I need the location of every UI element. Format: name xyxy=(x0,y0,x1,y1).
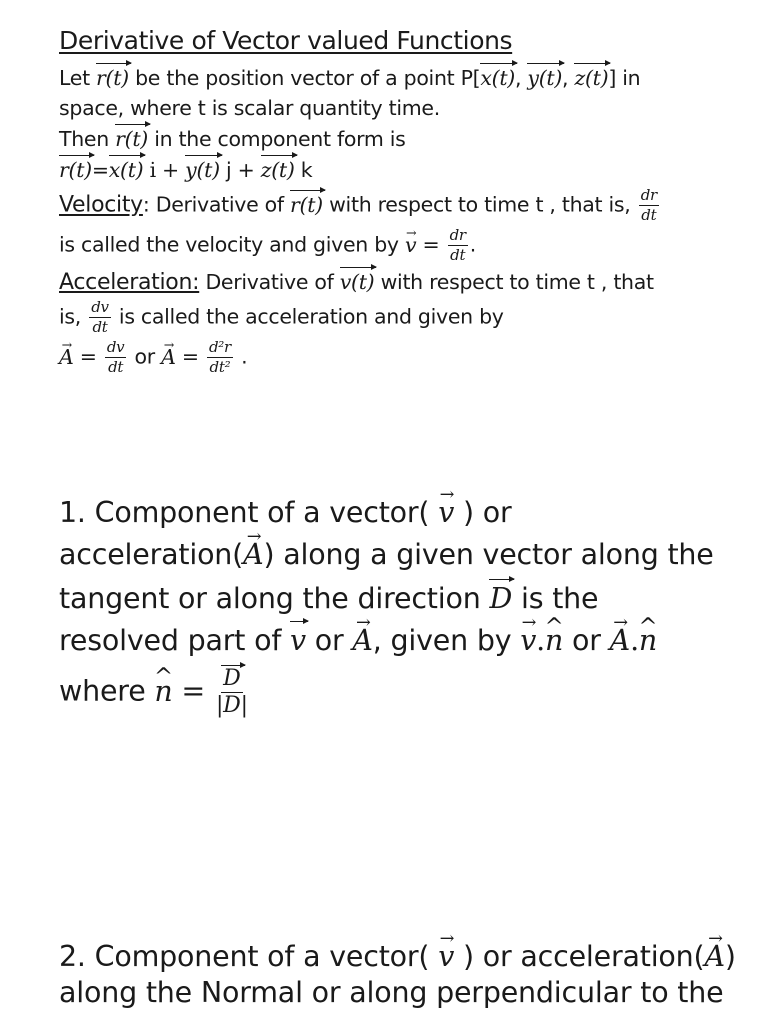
unit-vector-fraction xyxy=(216,668,248,717)
velocity-line-1 xyxy=(59,188,661,223)
fraction-numerator: dv xyxy=(106,338,125,356)
x-of-t-vector: x(t) xyxy=(480,66,515,90)
fraction-numerator: dv xyxy=(91,298,109,316)
equals-sign: = xyxy=(422,232,440,257)
v-vector-symbol: v → xyxy=(520,624,536,657)
z-of-t-vector: z(t) xyxy=(260,158,295,182)
section2-text-1c: ) xyxy=(724,940,736,973)
v-vector-symbol: v xyxy=(290,624,306,657)
section1-line-1 xyxy=(59,496,512,529)
acceleration-line-1 xyxy=(59,270,654,295)
or-text: or xyxy=(134,344,155,369)
equals-sign: = xyxy=(181,674,206,708)
colon: : xyxy=(142,192,150,217)
section2-line-1 xyxy=(59,940,736,973)
section1-line-2 xyxy=(59,538,714,571)
acceleration-text-3: is called the acceleration and given by xyxy=(118,304,504,329)
velocity-text-1: Derivative of xyxy=(155,192,284,217)
acceleration-equation xyxy=(59,340,247,375)
a-vector-symbol: A → xyxy=(610,624,630,657)
page-title: Derivative of Vector valued Functions xyxy=(59,26,513,55)
n-hat-symbol: n ^ xyxy=(545,624,563,657)
section1-text-1a: 1. Component of a vector( xyxy=(59,496,430,529)
fraction-denominator: dt xyxy=(108,358,124,376)
acceleration-text-1: Derivative of xyxy=(205,270,334,294)
a-vector-symbol: A → xyxy=(243,538,263,571)
comma: , xyxy=(562,66,569,90)
period: . xyxy=(469,232,476,257)
fraction-denominator: dt² xyxy=(209,358,231,376)
section1-text-3b: is the xyxy=(520,582,599,615)
let-text: Let xyxy=(59,66,90,90)
a-vector-symbol: A → xyxy=(352,624,372,657)
component-form-text: in the component form is xyxy=(154,127,406,151)
velocity-line-2 xyxy=(59,228,476,263)
unit-k: k xyxy=(300,158,313,182)
plus-sign: + xyxy=(162,158,179,182)
section1-text-3a: tangent or along the direction xyxy=(59,582,481,615)
section1-text-2a: acceleration( xyxy=(59,538,244,571)
section1-line-4 xyxy=(59,624,657,657)
fraction-numerator: d²r xyxy=(208,338,231,356)
r-of-t-vector: r(t) xyxy=(115,127,148,151)
velocity-text-2: with respect to time t , that is, xyxy=(329,192,631,217)
velocity-text-3: is called the velocity and given by xyxy=(59,232,399,257)
dot: . xyxy=(630,624,639,657)
n-hat-symbol: n ^ xyxy=(154,675,172,708)
z-of-t-vector: z(t) xyxy=(574,66,609,90)
v-vector-symbol: v → xyxy=(438,496,454,529)
dv-dt-fraction xyxy=(89,300,110,335)
is-text: is, xyxy=(59,304,81,329)
section1-text-4b: , given by xyxy=(372,624,512,657)
r-of-t-vector: r(t) xyxy=(96,66,129,90)
section1-line-5 xyxy=(59,668,250,717)
section2-line-2: along the Normal or along perpendicular to the xyxy=(59,976,724,1009)
y-of-t-vector: y(t) xyxy=(527,66,563,90)
intro-line-2: space, where t is scalar quantity time. xyxy=(59,96,440,120)
v-of-t-vector: v(t) xyxy=(339,270,375,294)
fraction-denominator: dt xyxy=(641,206,657,224)
intro-line-3 xyxy=(59,127,406,151)
component-equation xyxy=(59,158,312,182)
fraction-denominator: dt xyxy=(92,318,108,336)
dv-dt-fraction xyxy=(105,340,126,375)
a-vector-symbol: A → xyxy=(704,940,724,973)
unit-i: i xyxy=(149,158,156,182)
intro-line-1 xyxy=(59,66,640,90)
where-text: where xyxy=(59,674,146,708)
section1-text-2b: ) along a given vector along the xyxy=(263,538,714,571)
v-vector-symbol: v → xyxy=(438,940,454,973)
section1-line-3 xyxy=(59,582,598,615)
x-of-t-vector: x(t) xyxy=(108,158,144,182)
plus-sign: + xyxy=(237,158,255,182)
fraction-numerator: dr xyxy=(640,186,657,204)
fraction-numerator: dr xyxy=(449,226,466,244)
r-of-t-vector: r(t) xyxy=(59,158,92,182)
acceleration-line-2 xyxy=(59,300,504,335)
section2-text-1b: ) or acceleration( xyxy=(462,940,705,973)
y-of-t-vector: y(t) xyxy=(185,158,220,182)
position-text: be the position vector of a point P[ xyxy=(135,66,481,90)
section1-text-1b: ) or xyxy=(462,496,512,529)
close-in-text: ] in xyxy=(608,66,641,90)
section2-text-1a: 2. Component of a vector( xyxy=(59,940,430,973)
section1-text-4a: resolved part of xyxy=(59,624,282,657)
or-text: or xyxy=(314,624,344,657)
a-vector-symbol: A → xyxy=(161,345,176,369)
or-text: or xyxy=(572,624,601,657)
acceleration-text-2: with respect to time t , that xyxy=(380,270,654,294)
n-hat-symbol: n ^ xyxy=(639,624,657,657)
equals-sign: = xyxy=(181,344,199,369)
period: . xyxy=(241,344,248,369)
d-vector-symbol: D xyxy=(489,582,513,615)
r-of-t-vector: r(t) xyxy=(290,192,323,217)
equals-sign: = xyxy=(79,344,97,369)
a-vector-symbol: A → xyxy=(59,345,74,369)
dot: . xyxy=(536,624,546,657)
unit-j: j xyxy=(226,158,232,182)
fraction-denominator: dt xyxy=(450,246,466,264)
fraction-numerator: D xyxy=(223,666,241,691)
dr-dt-fraction xyxy=(639,188,659,223)
equals-sign: = xyxy=(91,158,109,182)
d2r-dt2-fraction xyxy=(207,340,233,375)
v-vector-symbol: v → xyxy=(405,233,416,257)
dr-dt-fraction xyxy=(448,228,468,263)
acceleration-term: Acceleration: xyxy=(59,270,200,295)
fraction-denominator: |D| xyxy=(215,693,248,718)
velocity-term: Velocity xyxy=(59,192,143,218)
comma: , xyxy=(514,66,522,90)
then-text: Then xyxy=(59,127,109,151)
